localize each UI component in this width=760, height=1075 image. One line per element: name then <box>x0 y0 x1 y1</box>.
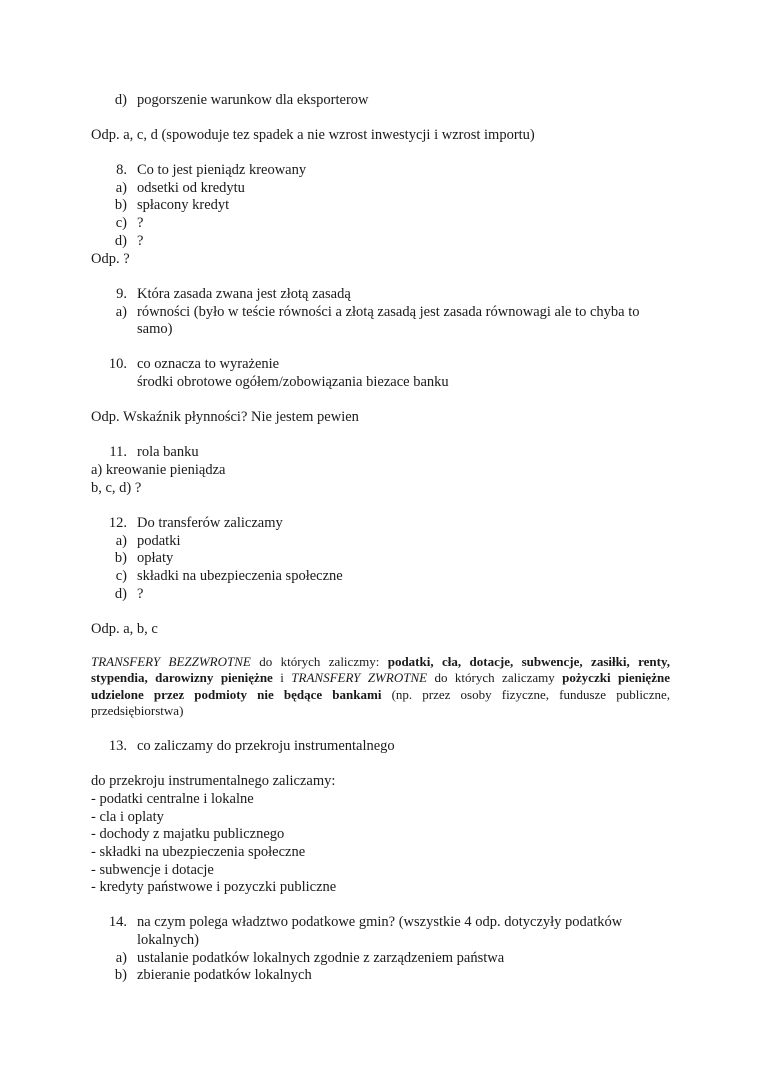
list-marker: a) <box>115 950 127 966</box>
list-marker: d) <box>114 233 127 249</box>
transfers-paragraph <box>91 654 670 719</box>
question-text: Co to jest pieniądz kreowany <box>137 162 307 178</box>
question-number: 10. <box>108 356 127 372</box>
question-number: 9. <box>116 286 127 302</box>
question-text: co oznacza to wyrażenie <box>137 356 280 372</box>
list-item: podatki <box>137 533 181 549</box>
question-number: 8. <box>116 162 127 178</box>
emphasis-text: pożyczki pieniężne udzielone przez podmioty nie będące bankami <box>91 670 670 702</box>
list-item: zbieranie podatków lokalnych <box>137 967 312 983</box>
list-marker: d) <box>114 92 127 108</box>
question-text: na czym polega władztwo podatkowe gmin? (wszystkie 4 odp. dotyczyły podatków <box>137 914 623 930</box>
list-item: odsetki od kredytu <box>137 180 245 196</box>
paragraph-text: (np. przez osoby fizyczne, fundusze publiczne, przedsiębiorstwa) <box>91 686 670 718</box>
list-marker: b) <box>114 967 127 983</box>
paragraph-text: i <box>272 670 292 686</box>
list-item: - podatki centralne i lokalne <box>91 791 254 807</box>
question-text: co zaliczamy do przekroju instrumentalnego <box>137 738 395 754</box>
list-item: pogorszenie warunkow dla eksporterow <box>137 92 369 108</box>
list-item: opłaty <box>137 550 174 566</box>
transfers-term: TRANSFERY BEZZWROTNE <box>91 654 251 669</box>
list-marker: a) <box>115 533 127 549</box>
list-marker: c) <box>115 215 127 231</box>
list-item: spłacony kredyt <box>137 197 230 213</box>
question-number: 13. <box>108 738 127 754</box>
question-text: Która zasada zwana jest złotą zasadą <box>137 286 351 302</box>
list-item: - dochody z majatku publicznego <box>91 826 285 842</box>
list-marker: c) <box>115 568 127 584</box>
list-item: ? <box>137 586 144 602</box>
list-item: - kredyty państwowe i pozyczki publiczne <box>91 879 337 895</box>
answer-line: b, c, d) ? <box>91 480 142 496</box>
list-item: - cla i oplaty <box>91 809 164 825</box>
paragraph-text: do których zaliczmy: <box>250 654 388 669</box>
question-number: 12. <box>108 515 127 531</box>
question-text-continuation: lokalnych) <box>137 932 200 948</box>
list-item: - składki na ubezpieczenia społeczne <box>91 844 306 860</box>
list-item: ? <box>137 233 144 249</box>
list-marker: d) <box>114 586 127 602</box>
answer-line: Odp. Wskaźnik płynności? Nie jestem pewien <box>91 409 359 425</box>
list-marker: b) <box>114 550 127 566</box>
list-marker: b) <box>114 197 127 213</box>
answer-line: Odp. a, b, c <box>91 621 158 637</box>
list-item: ustalanie podatków lokalnych zgodnie z zarządzeniem państwa <box>137 950 505 966</box>
list-item: - subwencje i dotacje <box>91 862 214 878</box>
question-text: rola banku <box>137 444 199 460</box>
question-number: 11. <box>109 444 127 460</box>
transfers-term: TRANSFERY ZWROTNE <box>291 670 428 686</box>
emphasis-text: podatki, cła, dotacje, subwencje, zasiłki, renty, stypendia, darowizny pieniężne <box>91 654 670 686</box>
list-item: składki na ubezpieczenia społeczne <box>137 568 343 584</box>
list-marker: a) <box>115 304 127 320</box>
list-item-continuation: samo) <box>137 321 173 337</box>
expression-text: środki obrotowe ogółem/zobowiązania biezace banku <box>137 374 449 390</box>
paragraph-text: do których zaliczamy <box>427 670 563 686</box>
answer-line: a) kreowanie pieniądza <box>91 462 226 478</box>
list-marker: a) <box>115 180 127 196</box>
question-number: 14. <box>108 914 127 930</box>
list-item: równości (było w teście równości a złotą zasadą jest zasada równowagi ale to chyba to <box>137 304 640 320</box>
answer-line: Odp. a, c, d (spowoduje tez spadek a nie wzrost inwestycji i wzrost importu) <box>91 127 535 143</box>
list-item: ? <box>137 215 144 231</box>
section-intro: do przekroju instrumentalnego zaliczamy: <box>91 773 336 789</box>
answer-line: Odp. ? <box>91 251 130 267</box>
question-text: Do transferów zaliczamy <box>137 515 283 531</box>
